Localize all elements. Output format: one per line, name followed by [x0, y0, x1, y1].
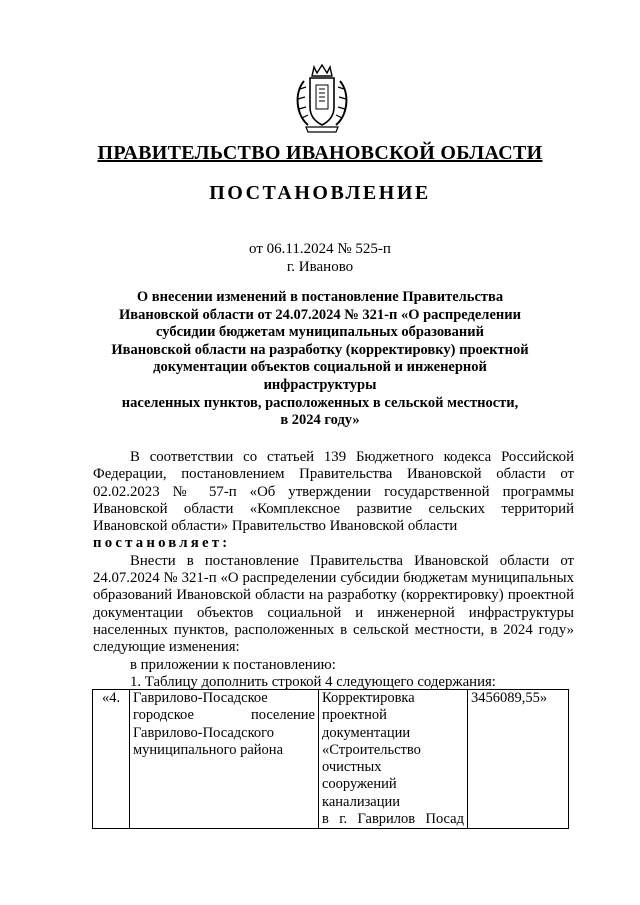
entity-line: городское поселение: [133, 707, 315, 724]
purpose-line: «Строительство: [322, 741, 421, 758]
entity-line: муниципального района: [133, 741, 283, 758]
coat-of-arms-icon: [292, 63, 352, 135]
title-line: населенных пунктов, расположенных в сельской местности,: [121, 394, 519, 411]
document-body: [93, 449, 574, 691]
table-row: [93, 690, 569, 829]
organization-name: ПРАВИТЕЛЬСТВО ИВАНОВСКОЙ ОБЛАСТИ: [97, 142, 543, 164]
body-paragraph-table-intro: 1. Таблицу дополнить строкой 4 следующего содержания:: [130, 673, 496, 690]
preamble-text: В соответствии со статьей 139 Бюджетного кодекса Российской Федерации, постановлением Правительства Ивановской области от 02.02.2023 № 57-п «Об утверждении государственной программы Ивановской области «Комплексное развитие сельских территорий Ивановской области» Правительство Ивановской области: [93, 449, 574, 535]
purpose-line: очистных: [322, 759, 382, 776]
title-line: Ивановской области от 24.07.2024 № 321-п «О распределении: [119, 306, 521, 323]
purpose-line: канализации: [322, 793, 401, 810]
entity-cell: [130, 690, 319, 829]
purpose-line: в г. Гаврилов Посад: [322, 811, 464, 828]
purpose-line: Корректировка: [322, 690, 415, 706]
entity-line: Гаврилово-Посадское: [133, 690, 268, 706]
row-number-cell: «4.: [93, 690, 130, 829]
title-line: документации объектов социальной и инженерной инфраструктуры: [153, 359, 487, 393]
title-line: субсидии бюджетам муниципальных образований: [156, 324, 484, 341]
amount-cell: 3456089,55»: [468, 690, 569, 829]
purpose-cell: [319, 690, 468, 829]
title-line: О внесении изменений в постановление Правительства: [136, 289, 504, 305]
document-type: ПОСТАНОВЛЕНИЕ: [209, 182, 431, 204]
purpose-line: документации: [322, 724, 411, 741]
body-paragraph-resolves: [93, 535, 574, 552]
purpose-line: сооружений: [322, 776, 397, 793]
body-paragraph-appendix: в приложении к постановлению:: [130, 656, 336, 673]
title-line: в 2024 году»: [280, 412, 360, 429]
body-paragraph-amend: Внести в постановление Правительства Ивановской области от 24.07.2024 № 321-п «О распределении субсидии бюджетам муниципальных образований Ивановской области на разработку (корректировку) проектной документации объектов социальной и инженерной инфраструктуры населенных пунктов, расположенных в сельской местности, в 2024 году» следующие изменения:: [93, 552, 574, 656]
document-city: г. Иваново: [286, 259, 354, 275]
entity-line: Гаврилово-Посадского: [133, 724, 274, 741]
body-paragraph-preamble: [93, 449, 574, 535]
purpose-line: проектной: [322, 707, 387, 724]
document-date-number: от 06.11.2024 № 525-п: [249, 241, 391, 257]
title-line: Ивановской области на разработку (корректировку) проектной: [111, 341, 529, 358]
resolves-word: постановляет:: [93, 535, 231, 552]
amendment-table: [92, 689, 569, 829]
document-title: [95, 289, 545, 430]
